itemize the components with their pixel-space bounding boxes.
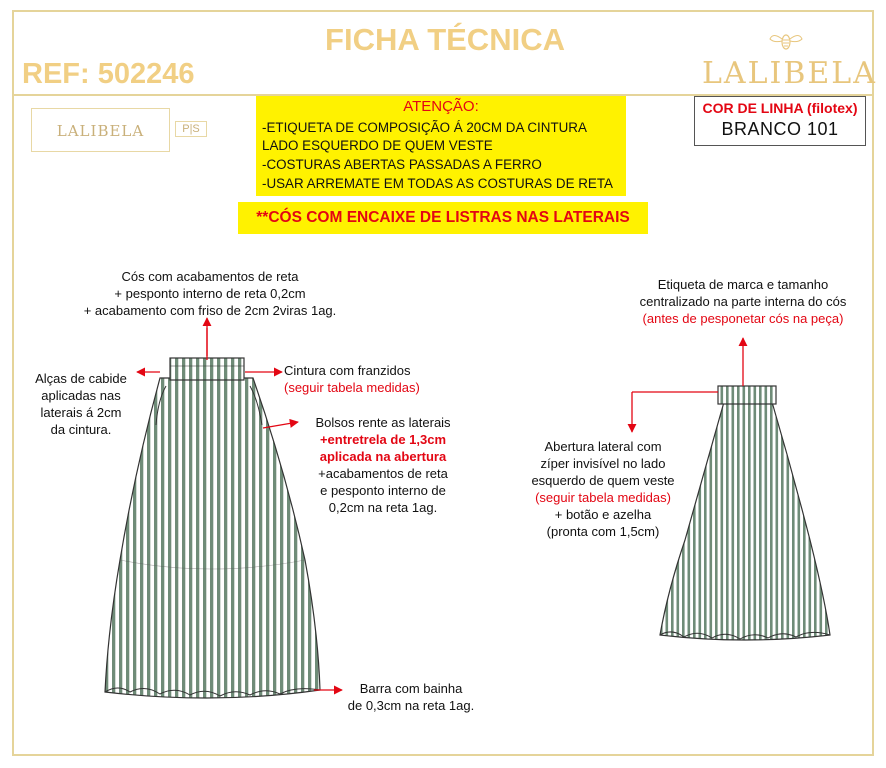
page-title: FICHA TÉCNICA: [325, 22, 565, 57]
hem-note: [336, 680, 486, 714]
note-line: 0,2cm na reta 1ag.: [328, 500, 438, 515]
attention-line: -COSTURAS ABERTAS PASSADAS A FERRO: [262, 157, 542, 172]
note-line: Abertura lateral com: [544, 439, 662, 454]
note-line: e pesponto interno de: [320, 483, 446, 498]
note-line: de 0,3cm na reta 1ag.: [347, 698, 475, 713]
waistband-stripe-note: **CÓS COM ENCAIXE DE LISTRAS NAS LATERAIS: [238, 202, 648, 234]
note-line: zíper invisível no lado: [540, 456, 666, 471]
brand-logo: LALIBELA: [702, 56, 877, 91]
size-label-tag: P|S: [175, 121, 207, 137]
note-line-red: +entretrela de 1,3cm: [319, 432, 447, 447]
note-line: aplicadas nas: [41, 388, 121, 403]
note-line: Alças de cabide: [35, 371, 127, 386]
note-line-red: (seguir tabela medidas): [535, 490, 671, 505]
note-line: + acabamento com friso de 2cm 2viras 1ag.: [83, 303, 337, 318]
note-line: esquerdo de quem veste: [531, 473, 675, 488]
note-line: da cintura.: [50, 422, 112, 437]
brand-label-note: [612, 276, 874, 327]
pockets-note: [298, 414, 468, 516]
note-line-red: aplicada na abertura: [319, 449, 447, 464]
waist-gathers-note: [284, 362, 420, 396]
note-line: (pronta com 1,5cm): [546, 524, 660, 539]
attention-line: -USAR ARREMATE EM TODAS AS COSTURAS DE RETA: [262, 176, 613, 191]
note-line-red: (seguir tabela medidas): [284, 380, 420, 395]
hanger-loops-note: [22, 370, 140, 438]
brand-label-tag: LALIBELA: [31, 108, 170, 152]
note-line: Barra com bainha: [359, 681, 463, 696]
note-line: +acabamentos de reta: [318, 466, 448, 481]
waistband-note: [60, 268, 360, 319]
thread-color-value: BRANCO 101: [721, 119, 839, 139]
note-line: centralizado na parte interna do cós: [639, 294, 847, 309]
reference-code: REF: 502246: [22, 58, 195, 90]
note-line: Cós com acabamentos de reta: [121, 269, 299, 284]
thread-color-title: COR DE LINHA (filotex): [702, 100, 858, 116]
note-line: + botão e azelha: [554, 507, 652, 522]
note-line: Cintura com franzidos: [284, 363, 411, 378]
attention-line: LADO ESQUERDO DE QUEM VESTE: [262, 138, 493, 153]
note-line: Etiqueta de marca e tamanho: [657, 277, 829, 292]
note-line: laterais á 2cm: [40, 405, 122, 420]
note-line: + pesponto interno de reta 0,2cm: [114, 286, 306, 301]
attention-line: -ETIQUETA DE COMPOSIÇÃO Á 20CM DA CINTURA: [262, 120, 587, 135]
attention-title: ATENÇÃO:: [403, 98, 479, 115]
note-line-red: (antes de pesponetar cós na peça): [642, 311, 844, 326]
zipper-note: [518, 438, 688, 540]
note-line: Bolsos rente as laterais: [315, 415, 451, 430]
